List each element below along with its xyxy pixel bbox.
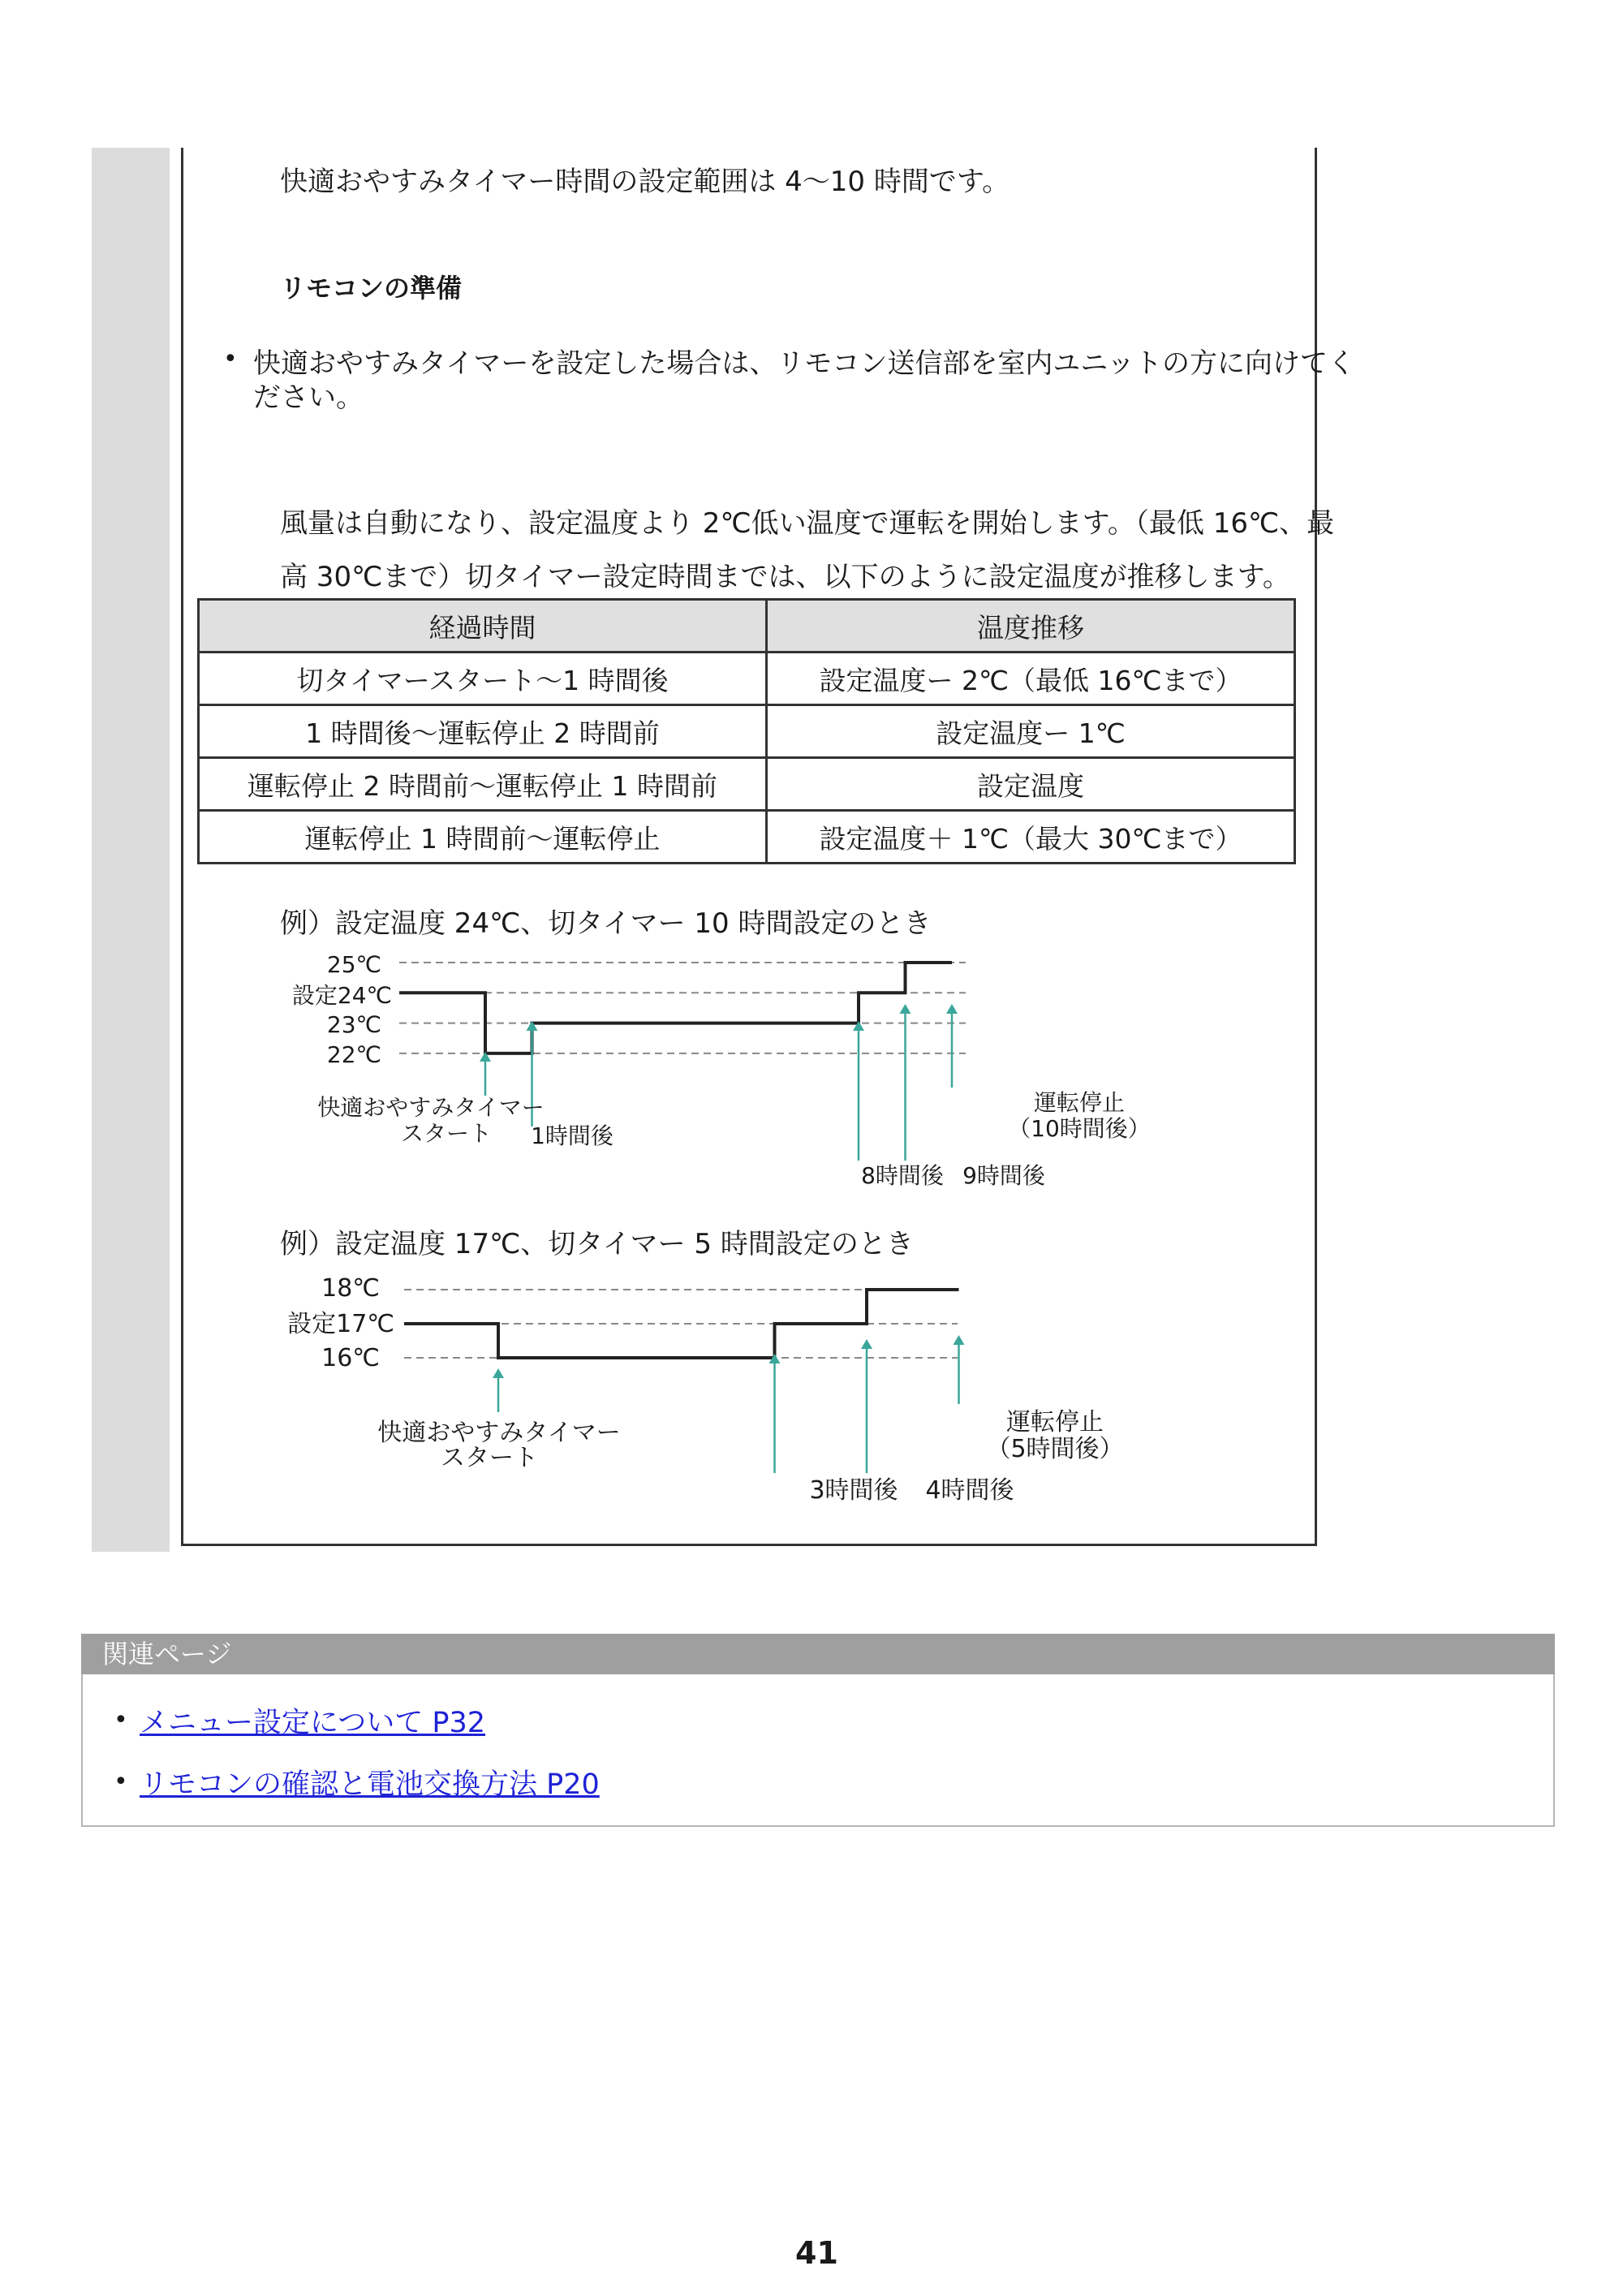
table-cell: 1 時間後〜運転停止 2 時間前: [199, 705, 767, 758]
table-header-trend: 温度推移: [767, 600, 1295, 653]
fan-line2: 高 30℃まで）切タイマー設定時間までは、以下のように設定温度が推移します。: [280, 561, 1290, 593]
bullet-dot: •: [114, 1768, 128, 1796]
page-number: 41: [795, 2235, 838, 2271]
chart1-ylabel-25: 25℃: [326, 951, 381, 978]
chart2-3h-label: 3時間後: [809, 1476, 898, 1505]
chart1-ylabel-22: 22℃: [326, 1041, 381, 1068]
chart1-stop-label: 運転停止: [1033, 1089, 1126, 1116]
table-cell: 設定温度: [767, 758, 1295, 811]
chart2-4h-label: 4時間後: [925, 1476, 1014, 1505]
related-pages-header: 関連ページ: [81, 1634, 1555, 1674]
chart1-stop-label2: （10時間後）: [1008, 1115, 1151, 1142]
table-cell: 運転停止 2 時間前〜運転停止 1 時間前: [199, 758, 767, 811]
chart1-start-label2: スタート: [400, 1120, 493, 1147]
table-cell: 設定温度ー 1℃: [767, 705, 1295, 758]
fan-line1: 風量は自動になり、設定温度より 2℃低い温度で運転を開始します。（最低 16℃、最: [280, 507, 1335, 540]
chart2-stop-label2: （5時間後）: [986, 1435, 1124, 1463]
remote-heading: リモコンの準備: [280, 273, 463, 304]
chart2-start-label2: スタート: [441, 1444, 538, 1472]
chart2-ylabel-set17: 設定17℃: [287, 1310, 394, 1338]
chart1-start-label: 快適おやすみタイマー: [317, 1094, 545, 1121]
remote-bullet-line2: ださい。: [253, 381, 364, 414]
chart1-ylabel-set24: 設定24℃: [291, 982, 392, 1009]
bullet-dot: •: [114, 1706, 128, 1734]
chart2-start-label: 快適おやすみタイマー: [377, 1419, 621, 1447]
annotation-arrow-head: [493, 1368, 504, 1378]
chart1-ylabel-23: 23℃: [326, 1011, 381, 1038]
chart2-ylabel-16: 16℃: [321, 1344, 380, 1372]
chart1-1h-label: 1時間後: [531, 1122, 613, 1149]
chart2-title: 例）設定温度 17℃、切タイマー 5 時間設定のとき: [280, 1228, 914, 1260]
chart1-8h-label: 8時間後: [861, 1162, 944, 1189]
link-remote-battery[interactable]: リモコンの確認と電池交換方法 P20: [140, 1768, 600, 1801]
table-cell: 運転停止 1 時間前〜運転停止: [199, 811, 767, 864]
table-cell: 設定温度ー 2℃（最低 16℃まで）: [767, 653, 1295, 705]
bullet-dot: •: [223, 345, 238, 373]
chart-series-line: [404, 1290, 959, 1358]
table-cell: 設定温度＋ 1℃（最大 30℃まで）: [767, 811, 1295, 864]
remote-bullet-line1: 快適おやすみタイマーを設定した場合は、リモコン送信部を室内ユニットの方に向けてく: [253, 347, 1355, 380]
chart2-stop-label: 運転停止: [1006, 1408, 1104, 1437]
annotation-arrow-head: [861, 1339, 872, 1349]
related-pages-box: [81, 1674, 1555, 1827]
table-cell: 切タイマースタート〜1 時間後: [199, 653, 767, 705]
chart1-title: 例）設定温度 24℃、切タイマー 10 時間設定のとき: [280, 907, 932, 940]
chart1-9h-label: 9時間後: [962, 1162, 1045, 1189]
annotation-arrow-head: [954, 1335, 965, 1345]
timer-range-note: 快適おやすみタイマー時間の設定範囲は 4〜10 時間です。: [280, 166, 1010, 198]
chart2-ylabel-18: 18℃: [321, 1274, 380, 1303]
table-header-elapsed: 経過時間: [199, 600, 767, 653]
link-menu-settings[interactable]: メニュー設定について P32: [140, 1707, 486, 1739]
